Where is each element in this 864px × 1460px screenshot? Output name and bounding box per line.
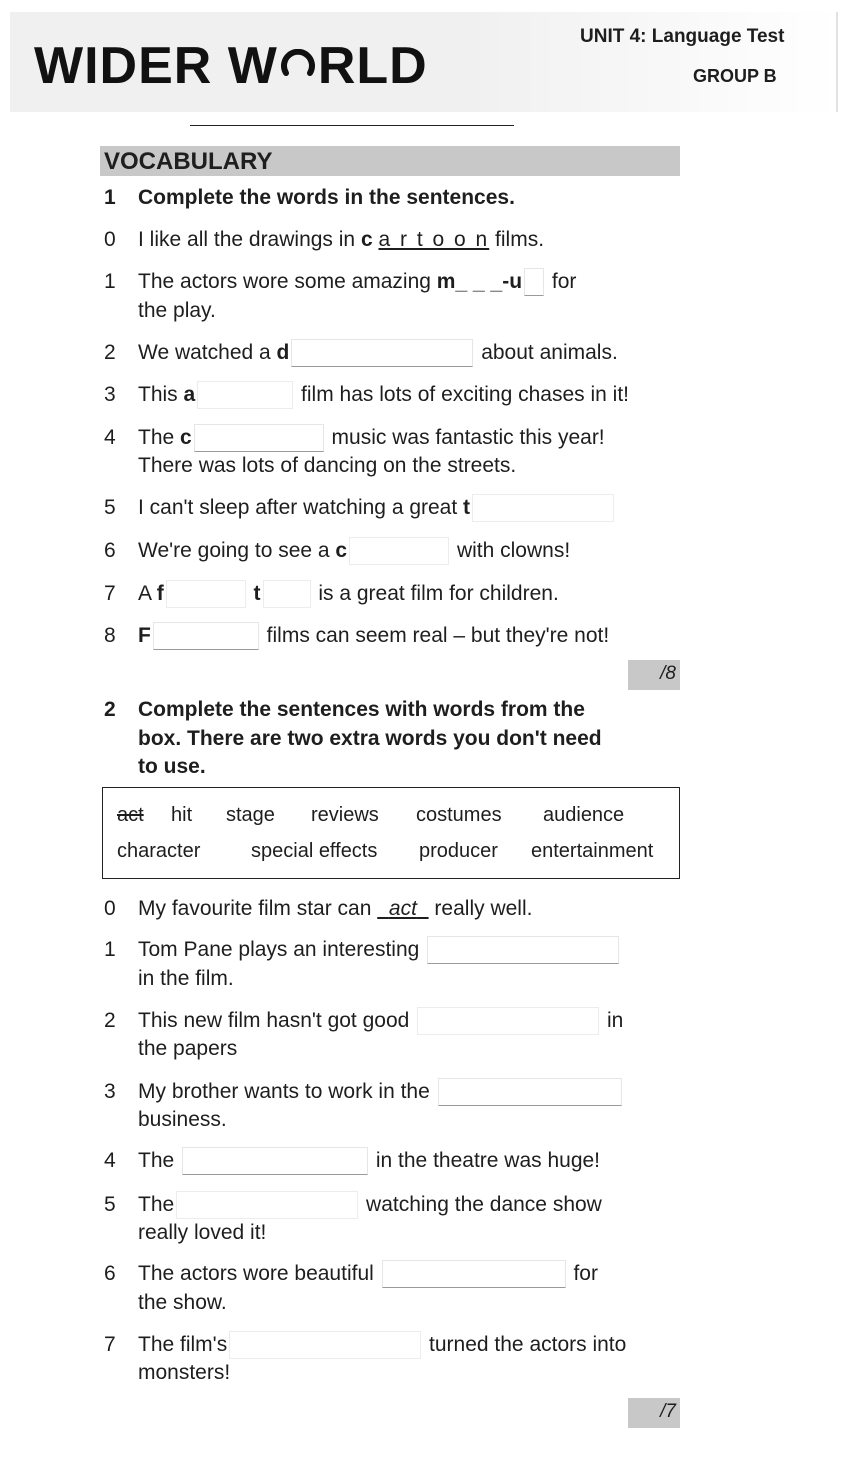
exercise2-instruction-line1: Complete the sentences with words from the bbox=[138, 698, 585, 721]
item-number: 0 bbox=[104, 228, 116, 251]
item-text bbox=[138, 424, 605, 452]
item-text bbox=[138, 580, 559, 608]
header-divider bbox=[836, 12, 838, 112]
item-text bbox=[138, 1007, 623, 1035]
item-post: turned the actors into bbox=[423, 1333, 627, 1356]
item-text bbox=[138, 895, 532, 923]
item-number: 7 bbox=[104, 1333, 116, 1356]
item-text bbox=[138, 622, 609, 650]
item-text bbox=[138, 494, 616, 522]
item-continuation: in the film. bbox=[138, 967, 234, 990]
item-post: for bbox=[546, 270, 577, 293]
section-bar bbox=[100, 146, 680, 176]
item-text bbox=[138, 226, 544, 254]
item-first-letter: F bbox=[138, 624, 151, 647]
answer-blank[interactable] bbox=[166, 580, 246, 608]
answer-blank[interactable] bbox=[194, 424, 324, 452]
item-second-letter: t bbox=[253, 582, 261, 605]
item-pre: My brother wants to work in the bbox=[138, 1080, 430, 1103]
item-pre: A bbox=[138, 582, 157, 605]
letter-blanks[interactable]: _ _ _ bbox=[455, 270, 503, 293]
item-first-letter: c bbox=[335, 539, 348, 562]
item-pre: The film's bbox=[138, 1333, 228, 1356]
exercise2-score: /7 bbox=[660, 1401, 676, 1422]
item-pre: The actors wore beautiful bbox=[138, 1262, 374, 1285]
answer-blank[interactable] bbox=[229, 1331, 421, 1359]
word-option: audience bbox=[543, 804, 625, 826]
item-continuation: the show. bbox=[138, 1291, 227, 1314]
word-option: stage bbox=[226, 804, 275, 826]
item-first-letter: a bbox=[183, 383, 196, 406]
answer-blank[interactable] bbox=[349, 537, 449, 565]
item-first-letter: t bbox=[463, 496, 471, 519]
item-pre: The actors wore some amazing bbox=[138, 270, 437, 293]
exercise1-score-box bbox=[628, 660, 680, 690]
item-first-letter: f bbox=[156, 582, 164, 605]
item-pre: We're going to see a bbox=[138, 539, 336, 562]
example-answer bbox=[377, 897, 428, 920]
item-number: 6 bbox=[104, 1262, 116, 1285]
item-number: 4 bbox=[104, 426, 116, 449]
word-option: producer bbox=[419, 840, 498, 862]
item-continuation: the papers bbox=[138, 1037, 238, 1060]
item-first-letter: d bbox=[276, 341, 290, 364]
item-post: about animals. bbox=[475, 341, 618, 364]
item-first-letter: m bbox=[436, 270, 456, 293]
item-pre: This bbox=[138, 383, 184, 406]
item-number: 4 bbox=[104, 1149, 116, 1172]
group-label: GROUP B bbox=[693, 66, 777, 86]
item-pre: I can't sleep after watching a great bbox=[138, 496, 464, 519]
item-continuation: business. bbox=[138, 1108, 227, 1131]
item-second-letter: -u bbox=[502, 270, 523, 293]
item-text bbox=[138, 1078, 624, 1106]
answer-blank[interactable] bbox=[417, 1007, 599, 1035]
item-continuation: the play. bbox=[138, 299, 216, 322]
item-post: in bbox=[601, 1009, 624, 1032]
item-number: 5 bbox=[104, 496, 116, 519]
item-post: in the theatre was huge! bbox=[370, 1149, 601, 1172]
exercise1-instruction: Complete the words in the sentences. bbox=[138, 186, 515, 209]
word-option: costumes bbox=[416, 804, 502, 826]
item-number: 7 bbox=[104, 582, 116, 605]
item-pre: I like all the drawings in bbox=[138, 228, 361, 251]
example-answer: a r t o o n bbox=[378, 228, 490, 251]
item-text bbox=[138, 1260, 598, 1288]
word-option-struck: act bbox=[117, 804, 144, 826]
item-post: really well. bbox=[428, 897, 533, 920]
item-number: 0 bbox=[104, 897, 116, 920]
item-number: 8 bbox=[104, 624, 116, 647]
item-post: is a great film for children. bbox=[312, 582, 559, 605]
answer-blank[interactable] bbox=[176, 1191, 358, 1219]
item-post: watching the dance show bbox=[360, 1193, 602, 1216]
logo-text-left: WIDER W bbox=[34, 37, 278, 95]
item-post: for bbox=[567, 1262, 598, 1285]
item-text bbox=[138, 339, 618, 367]
name-line[interactable] bbox=[190, 125, 514, 126]
answer-blank[interactable] bbox=[197, 381, 293, 409]
word-option: hit bbox=[171, 804, 193, 826]
unit-title: UNIT 4: Language Test bbox=[580, 26, 785, 47]
item-number: 6 bbox=[104, 539, 116, 562]
answer-blank[interactable] bbox=[291, 339, 473, 367]
item-post: music was fantastic this year! bbox=[325, 426, 605, 449]
item-continuation: There was lots of dancing on the streets. bbox=[138, 454, 517, 477]
item-pre: The bbox=[138, 1193, 175, 1216]
word-option: entertainment bbox=[531, 840, 654, 862]
item-text bbox=[138, 381, 629, 409]
item-text bbox=[138, 537, 570, 565]
logo-text-right: RLD bbox=[317, 37, 428, 95]
exercise2-instruction-line3: to use. bbox=[138, 755, 206, 778]
answer-blank[interactable] bbox=[524, 268, 544, 296]
answer-blank[interactable] bbox=[427, 936, 619, 964]
item-text bbox=[138, 1147, 600, 1175]
item-text bbox=[138, 936, 621, 964]
answer-blank[interactable] bbox=[263, 580, 311, 608]
logo-globe-icon bbox=[280, 49, 316, 85]
word-box bbox=[102, 787, 680, 879]
answer-blank[interactable] bbox=[382, 1260, 566, 1288]
answer-blank[interactable] bbox=[472, 494, 614, 522]
answer-blank[interactable] bbox=[182, 1147, 368, 1175]
item-post: films. bbox=[489, 228, 545, 251]
item-post: films can seem real – but they're not! bbox=[260, 624, 610, 647]
item-pre: The bbox=[138, 1149, 175, 1172]
word-option: character bbox=[117, 840, 201, 862]
answer-blank[interactable] bbox=[438, 1078, 622, 1106]
exercise2-score-box bbox=[628, 1398, 680, 1428]
item-continuation: really loved it! bbox=[138, 1221, 267, 1244]
item-post: with clowns! bbox=[451, 539, 571, 562]
item-pre: Tom Pane plays an interesting bbox=[138, 938, 420, 961]
word-option: reviews bbox=[311, 804, 379, 826]
word-option: special effects bbox=[251, 840, 378, 862]
item-number: 3 bbox=[104, 383, 116, 406]
item-continuation: monsters! bbox=[138, 1361, 231, 1384]
item-first-letter: c bbox=[360, 228, 373, 251]
item-pre: This new film hasn't got good bbox=[138, 1009, 410, 1032]
item-number: 1 bbox=[104, 270, 116, 293]
answer-blank[interactable] bbox=[153, 622, 259, 650]
item-number: 2 bbox=[104, 341, 116, 364]
section-title: VOCABULARY bbox=[104, 148, 273, 175]
item-text bbox=[138, 1331, 626, 1359]
item-number: 1 bbox=[104, 938, 116, 961]
logo bbox=[34, 36, 428, 96]
item-number: 3 bbox=[104, 1080, 116, 1103]
item-pre: We watched a bbox=[138, 341, 277, 364]
item-pre: The bbox=[138, 426, 181, 449]
item-pre: My favourite film star can bbox=[138, 897, 378, 920]
example-answer-word: act bbox=[388, 897, 417, 920]
item-text bbox=[138, 1191, 602, 1219]
exercise1-score: /8 bbox=[660, 663, 676, 684]
item-text bbox=[138, 268, 576, 296]
exercise2-instruction-line2: box. There are two extra words you don't need bbox=[138, 727, 602, 750]
item-post: film has lots of exciting chases in it! bbox=[295, 383, 630, 406]
item-first-letter: c bbox=[180, 426, 192, 449]
exercise1-number: 1 bbox=[104, 186, 116, 209]
exercise2-number: 2 bbox=[104, 698, 116, 721]
item-number: 5 bbox=[104, 1193, 116, 1216]
item-number: 2 bbox=[104, 1009, 116, 1032]
